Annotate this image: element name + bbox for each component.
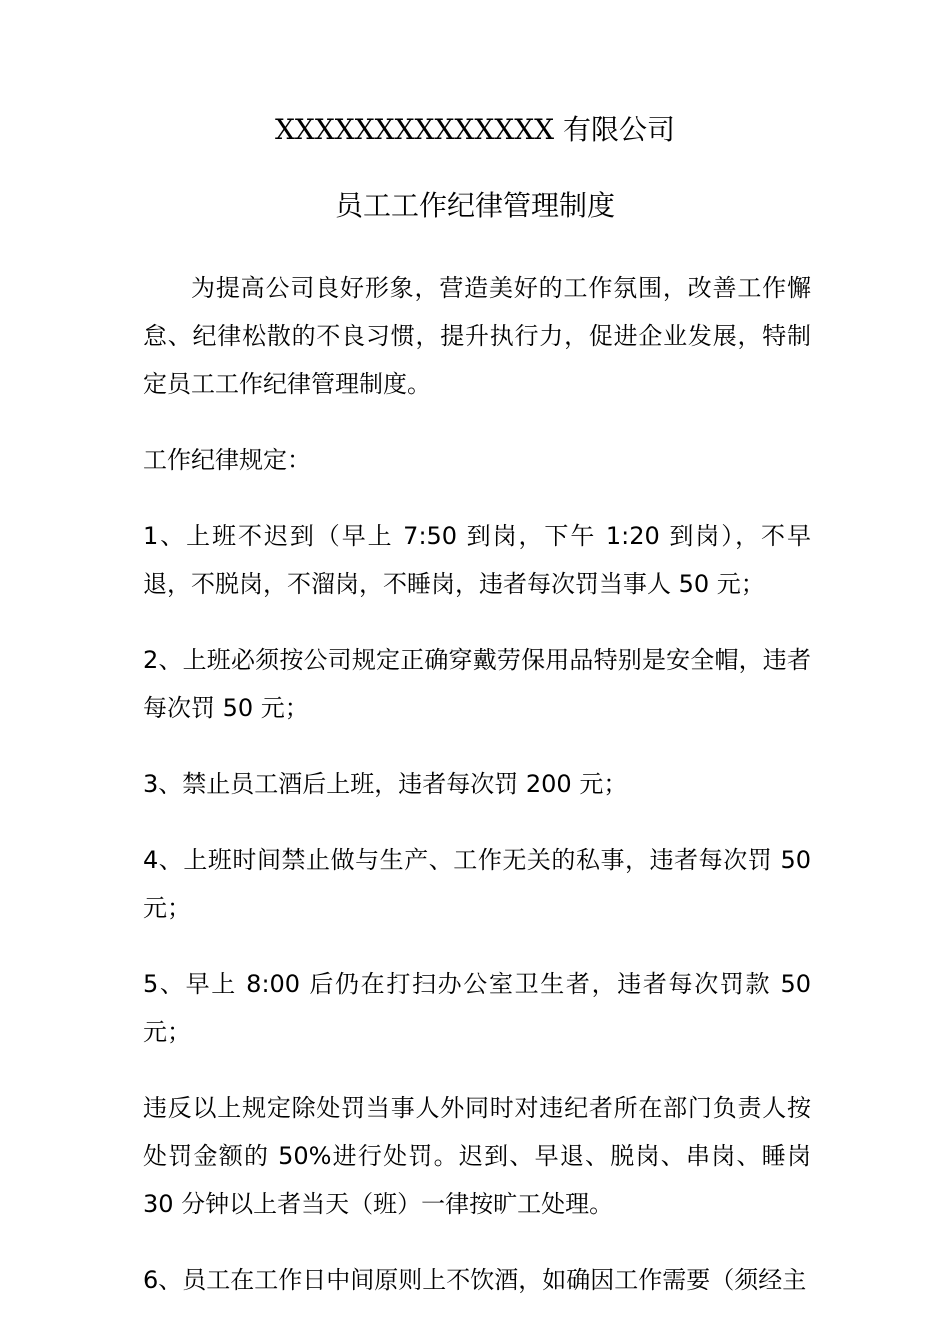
rule-item-6: 6、员工在工作日中间原则上不饮酒，如确因工作需要（须经主 [143,1266,807,1294]
rule-item-1: 1、上班不迟到（早上 7:50 到岗，下午 1:20 到岗），不早退，不脱岗，不溜岗，不睡岗，违者每次罚当事人 50 元； [143,522,811,598]
company-title: XXXXXXXXXXXXXX 有限公司 [275,113,675,146]
rule-item-5: 5、早上 8:00 后仍在打扫办公室卫生者，违者每次罚款 50 元； [143,970,811,1046]
intro-paragraph: 为提高公司良好形象，营造美好的工作氛围，改善工作懈怠、纪律松散的不良习惯，提升执行力，促进企业发展，特制定员工工作纪律管理制度。 [143,274,811,398]
rule-item-2: 2、上班必须按公司规定正确穿戴劳保用品特别是安全帽，违者每次罚 50 元； [143,646,811,722]
rule-item-3: 3、禁止员工酒后上班，违者每次罚 200 元； [143,770,628,798]
rules-heading: 工作纪律规定： [143,446,311,474]
penalty-note: 违反以上规定除处罚当事人外同时对违纪者所在部门负责人按处罚金额的 50%进行处罚。迟到、早退、脱岗、串岗、睡岗 30 分钟以上者当天（班）一律按旷工处理。 [143,1094,811,1218]
document-body [143,264,811,1332]
rule-item-4: 4、上班时间禁止做与生产、工作无关的私事，违者每次罚 50 元； [143,846,811,922]
document-title: 员工工作纪律管理制度 [334,189,615,222]
